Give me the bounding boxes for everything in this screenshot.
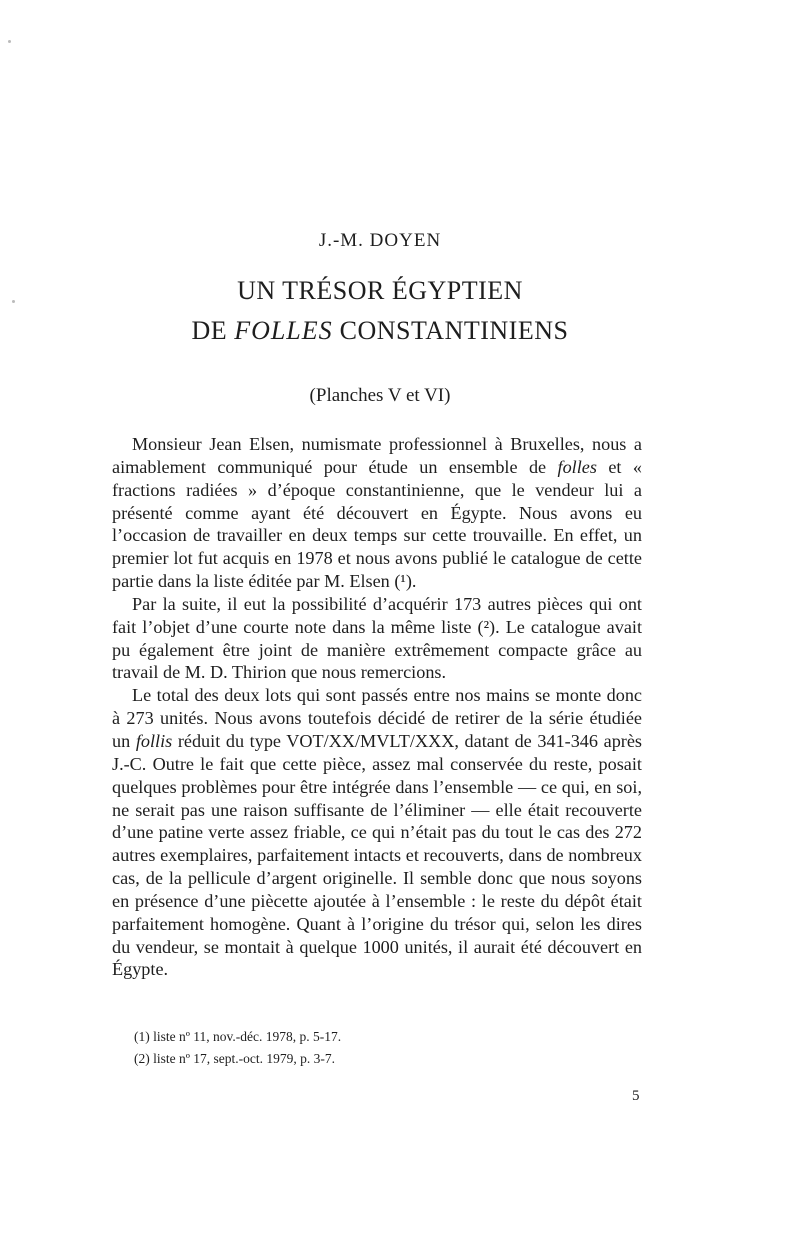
footnotes xyxy=(134,1026,614,1070)
scan-speck xyxy=(8,40,11,43)
title-prefix: DE xyxy=(191,316,235,345)
paragraph-1 xyxy=(112,433,642,593)
page-number: 5 xyxy=(632,1088,640,1104)
footnote-1: (1) liste nº 11, nov.-déc. 1978, p. 5-17. xyxy=(134,1029,342,1044)
body-text xyxy=(112,433,642,981)
p1-text-a: Monsieur Jean Elsen, numismate professionnel à Bruxelles, nous a aimablement communiqué pour étude un ensemble de xyxy=(112,434,642,477)
p3-italic: follis xyxy=(135,730,173,751)
title-line-2 xyxy=(0,316,760,346)
p3-text-a: Le total des deux lots qui sont passés entre nos mains se monte donc à 273 unités. Nous avons toutefois décidé de retirer de la série étudiée un xyxy=(112,685,642,751)
footnote-2: (2) liste nº 17, sept.-oct. 1979, p. 3-7. xyxy=(134,1051,336,1066)
author: J.-M. DOYEN xyxy=(318,230,442,251)
p3-text-c: réduit du type VOT/XX/MVLT/XXX, datant de 341-346 après J.-C. Outre le fait que cette pièce, assez mal conservée du reste, posait quelques problèmes pour être intégrée dans l’ensemble — ce qui, en soi, ne serait pas une raison suffisante de l’éliminer — elle était recouverte d’une patine verte assez friable, ce qui n’était pas du tout le cas des 272 autres exemplaires, parfaitement intacts et recouverts, dans de nombreux cas, de la pellicule d’argent originelle. Il semble donc que nous soyons en présence d’une piècette ajoutée à l’ensemble : le reste du dépôt était parfaitement homogène. Quant à l’origine du trésor qui, selon les dires du vendeur, se montait à quelque 1000 unités, il aurait été découvert en Égypte. xyxy=(112,730,642,980)
plates-reference: (Planches V et VI) xyxy=(309,385,451,406)
p1-italic: folles xyxy=(557,456,597,477)
title-line-1: UN TRÉSOR ÉGYPTIEN xyxy=(237,276,523,305)
paragraph-2: Par la suite, il eut la possibilité d’acquérir 173 autres pièces qui ont fait l’objet d’une courte note dans la même liste (²). Le catalogue avait pu également être joint de manière extrêmement compacte grâce au travail de M. D. Thirion que nous remercions. xyxy=(112,593,642,683)
p1-text-c: et « fractions radiées » d’époque constantinienne, que le vendeur lui a présenté comme ayant été découvert en Égypte. Nous avons eu l’occasion de travailler en deux temps sur cette trouvaille. En effet, un premier lot fut acquis en 1978 et nous avons publié le catalogue de cette partie dans la liste éditée par M. Elsen (¹). xyxy=(112,456,642,592)
title-italic: FOLLES xyxy=(234,316,333,345)
paragraph-3 xyxy=(112,684,642,981)
title-suffix: CONSTANTINIENS xyxy=(332,316,569,345)
